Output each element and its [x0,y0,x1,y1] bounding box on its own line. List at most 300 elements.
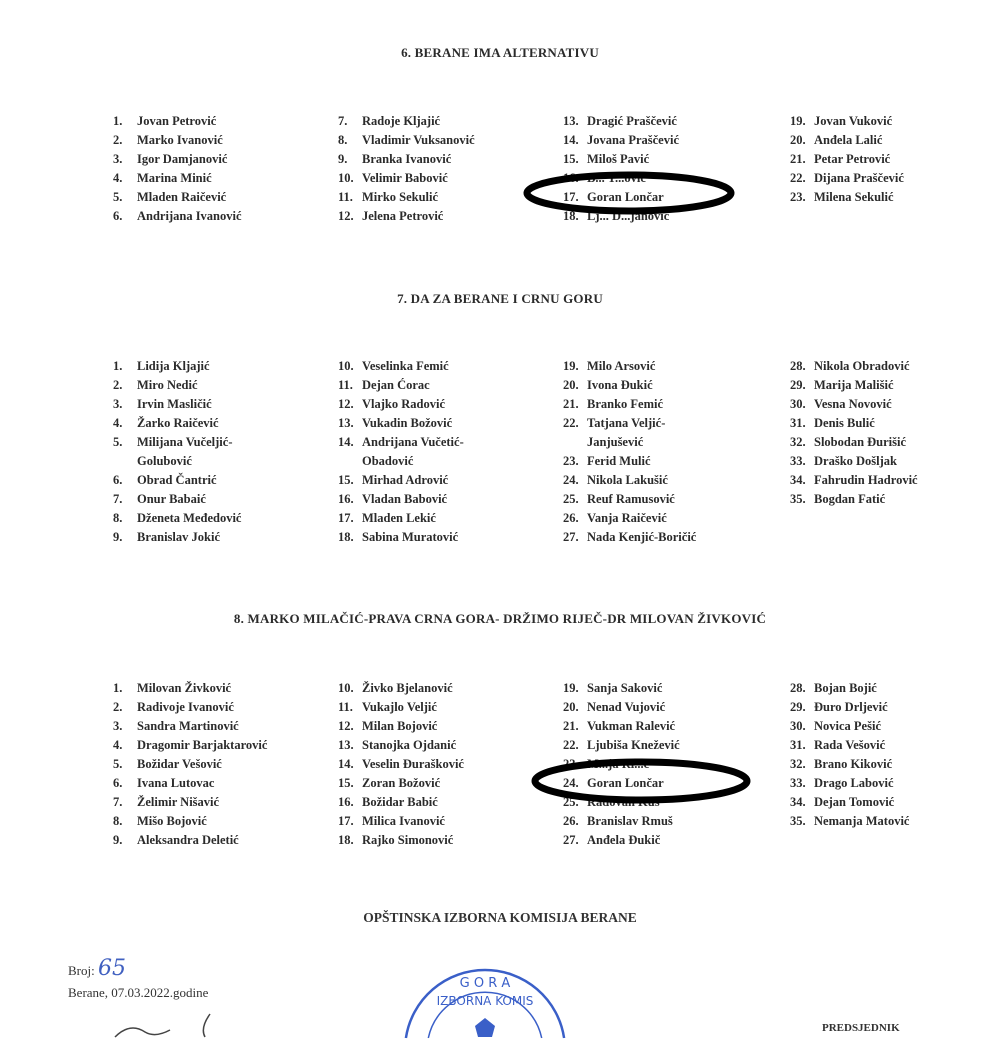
list-title: 6. BERANE IMA ALTERNATIVU [401,45,599,60]
candidate-name: Milo Arsović [587,359,656,373]
candidate-item [338,131,475,150]
candidate-name-continued: Janjušević [587,435,644,449]
candidate-item [113,376,241,395]
candidate-name: Vladimir Vuksanović [362,133,475,147]
candidate-number: 21. [563,397,579,411]
candidate-name: Irvin Masličić [137,397,212,411]
candidate-number: 25. [563,795,579,809]
svg-text:IZBORNA KOMIS: IZBORNA KOMIS [436,994,534,1008]
candidate-name: Mladen Raičević [137,190,227,204]
candidate-item [563,831,680,850]
candidate-number: 32. [790,435,806,449]
candidate-name: Žarko Raičević [137,416,219,430]
candidate-number: 24. [563,473,579,487]
candidate-item [338,528,464,547]
candidate-name: Ivona Đukić [587,378,653,392]
candidate-name: Goran Lončar [587,190,664,204]
candidate-name: Petar Petrović [814,152,891,166]
candidate-name: Branko Femić [587,397,664,411]
candidate-column [113,357,241,547]
candidate-name: Marija Mališić [814,378,894,392]
candidate-name: Andrijana Vučetić- [362,435,464,449]
candidate-number: 22. [563,416,579,430]
candidate-number: 35. [790,814,806,828]
candidate-item [113,679,267,698]
candidate-number: 6. [113,776,123,790]
candidate-number: 27. [563,833,579,847]
candidate-number: 16. [338,795,354,809]
candidate-number: 6. [113,209,123,223]
candidate-item [790,188,904,207]
candidate-name: Veselin Đurašković [362,757,464,771]
candidate-item [338,433,464,452]
candidate-name: Milan Bojović [362,719,438,733]
candidate-number: 29. [790,700,806,714]
candidate-name: Lj... D...janović [587,209,670,223]
candidate-item [113,528,241,547]
candidate-item [338,112,475,131]
candidate-number: 22. [563,738,579,752]
candidate-column [338,679,464,850]
candidate-number: 21. [563,719,579,733]
candidate-name: Radovan Kuš [587,795,660,809]
candidate-item [338,774,464,793]
candidate-number: 27. [563,530,579,544]
candidate-number: 2. [113,700,123,714]
candidate-item [563,471,696,490]
candidate-number: 18. [563,209,579,223]
candidate-name: Zoran Božović [362,776,441,790]
candidate-item [113,357,241,376]
candidate-item [338,509,464,528]
candidate-number: 9. [113,530,123,544]
candidate-name: Slobodan Đurišić [814,435,907,449]
candidate-item [113,490,241,509]
candidate-number: 18. [338,833,354,847]
candidate-name: Radoje Kljajić [362,114,441,128]
candidate-name: Jovan Vuković [814,114,893,128]
candidate-item [338,395,464,414]
candidate-item [338,793,464,812]
candidate-number: 30. [790,397,806,411]
candidate-number: 26. [563,511,579,525]
candidate-number: 15. [563,152,579,166]
commission-title: OPŠTINSKA IZBORNA KOMISIJA BERANE [363,910,637,925]
candidate-item [790,755,909,774]
candidate-item [338,207,475,226]
candidate-name: Anđela Đukič [587,833,661,847]
candidate-column [790,357,918,509]
candidate-name: Živko Bjelanović [362,681,453,695]
candidate-number: 20. [790,133,806,147]
candidate-column [790,679,909,831]
candidate-item [338,357,464,376]
candidate-item [790,357,918,376]
candidate-name: Anđela Lalić [814,133,883,147]
candidate-number: 17. [338,511,354,525]
candidate-number: 3. [113,397,123,411]
candidate-name: Vukajlo Veljić [362,700,437,714]
candidate-number: 28. [790,359,806,373]
candidate-name: Želimir Nišavić [137,795,220,809]
candidate-number: 14. [563,133,579,147]
candidate-item [563,452,696,471]
candidate-item [563,736,680,755]
candidate-name: Sabina Muratović [362,530,459,544]
candidate-number: 10. [338,359,354,373]
candidate-item [338,698,464,717]
candidate-number: 2. [113,378,123,392]
broj-handwritten-value: 65 [97,956,126,981]
candidate-item [790,150,904,169]
candidate-number: 16. [563,171,579,185]
candidate-number: 31. [790,738,806,752]
candidate-item [563,717,680,736]
candidate-name: Draško Došljak [814,454,897,468]
candidate-name: Mišo Bojović [137,814,207,828]
broj-label: Broj: [68,963,95,978]
candidate-name-continued: Golubović [137,454,192,468]
candidate-name: Milena Sekulić [814,190,894,204]
candidate-name: Jovan Petrović [137,114,217,128]
candidate-number: 22. [790,171,806,185]
candidate-column [563,357,696,547]
candidate-column [563,679,680,850]
candidate-item [563,395,696,414]
candidate-item [113,755,267,774]
candidate-name: Dejan Tomović [814,795,895,809]
candidate-item [563,357,696,376]
candidate-item [338,490,464,509]
candidate-number: 30. [790,719,806,733]
candidate-item [790,471,918,490]
candidate-name: Drago Labović [814,776,894,790]
candidate-number: 24. [563,776,579,790]
candidate-column [338,112,475,226]
candidate-name: Jovana Praščević [587,133,679,147]
candidate-number: 16. [338,492,354,506]
candidate-item [790,395,918,414]
candidate-item [338,188,475,207]
candidate-item [790,131,904,150]
candidate-name: Dejan Ćorac [362,378,430,392]
candidate-name: Tatjana Veljić- [587,416,666,430]
candidate-name: Veselinka Femić [362,359,449,373]
candidate-item [338,471,464,490]
candidate-number: 5. [113,435,123,449]
candidate-name: Miloš Pavić [587,152,650,166]
candidate-name: Nemanja Matović [814,814,910,828]
candidate-name: Vlajko Radović [362,397,445,411]
candidate-number: 4. [113,738,123,752]
candidate-item [113,414,241,433]
candidate-number: 11. [338,700,353,714]
candidate-name: Vladan Babović [362,492,448,506]
candidate-number: 1. [113,359,123,373]
candidate-name: B... T...ović [587,171,646,185]
candidate-item [113,433,241,452]
candidate-number: 32. [790,757,806,771]
candidate-name: Onur Babaić [137,492,206,506]
candidate-column [790,112,904,207]
candidate-name: Igor Damjanović [137,152,228,166]
candidate-name: Nenad Vujović [587,700,666,714]
candidate-number: 10. [338,681,354,695]
candidate-item [338,717,464,736]
candidate-number: 1. [113,114,123,128]
candidate-name: Dijana Praščević [814,171,904,185]
candidate-name: Milijana Vučeljić- [137,435,233,449]
candidate-number: 34. [790,473,806,487]
candidate-name: Ivana Lutovac [137,776,215,790]
candidate-item [113,736,267,755]
candidate-number: 20. [563,378,579,392]
candidate-item [113,509,241,528]
candidate-number: 4. [113,171,123,185]
candidate-number: 35. [790,492,806,506]
svg-text:G O R A: G O R A [459,976,511,991]
candidate-number: 7. [338,114,348,128]
candidate-item [338,755,464,774]
candidate-name: Nikola Obradović [814,359,910,373]
candidate-item [790,376,918,395]
candidate-number: 14. [338,757,354,771]
place-date: Berane, 07.03.2022.godine [68,985,209,1000]
candidate-item [563,698,680,717]
candidate-column [113,112,242,226]
candidate-name: Ferid Mulić [587,454,651,468]
candidate-item [113,207,242,226]
candidate-number: 4. [113,416,123,430]
candidate-number: 2. [113,133,123,147]
candidate-number: 11. [338,378,353,392]
candidate-name: Božidar Babić [362,795,438,809]
candidate-name: Vanja Raičević [587,511,667,525]
candidate-item [563,169,679,188]
candidate-number: 5. [113,190,123,204]
candidate-item [790,736,909,755]
candidate-item [790,679,909,698]
president-label: PREDSJEDNIK [822,1022,900,1034]
candidate-item [563,112,679,131]
candidate-name: M...ja Ri...ć [587,757,650,771]
candidate-number: 31. [790,416,806,430]
candidate-name: Stanojka Ojdanić [362,738,457,752]
candidate-number: 23. [563,454,579,468]
candidate-item [790,414,918,433]
candidate-item [563,528,696,547]
candidate-name: Goran Lončar [587,776,664,790]
candidate-name: Vukadin Božović [362,416,453,430]
candidate-number: 10. [338,171,354,185]
candidate-number: 18. [338,530,354,544]
candidate-item [790,793,909,812]
candidate-item [790,717,909,736]
candidate-item [113,395,241,414]
candidate-name: Marko Ivanović [137,133,223,147]
candidate-number: 5. [113,757,123,771]
candidate-number: 14. [338,435,354,449]
candidate-number: 17. [563,190,579,204]
candidate-item [790,452,918,471]
candidate-number: 13. [338,416,354,430]
candidate-number: 15. [338,473,354,487]
candidate-name: Branislav Rmuš [587,814,673,828]
candidate-column [338,357,464,547]
candidate-name: Milica Ivanović [362,814,445,828]
candidate-item [790,433,918,452]
candidate-name: Milovan Živković [137,681,232,695]
candidate-number: 11. [338,190,353,204]
candidate-name: Velimir Babović [362,171,448,185]
candidate-name: Lidija Kljajić [137,359,210,373]
candidate-number: 28. [790,681,806,695]
candidate-item [113,698,267,717]
candidate-number: 34. [790,795,806,809]
candidate-item [338,812,464,831]
candidate-number: 12. [338,397,354,411]
candidate-number: 26. [563,814,579,828]
candidate-name: Vesna Novović [814,397,892,411]
candidate-item [113,150,242,169]
candidate-number: 12. [338,719,354,733]
candidate-name: Mirko Sekulić [362,190,439,204]
candidate-name: Đuro Drljević [814,700,888,714]
candidate-number: 19. [790,114,806,128]
candidate-item [790,812,909,831]
candidate-name: Nada Kenjić-Boričić [587,530,697,544]
candidate-item [113,831,267,850]
list-title: 8. MARKO MILAČIĆ-PRAVA CRNA GORA- DRŽIMO RIJEČ-DR MILOVAN ŽIVKOVIĆ [233,611,767,626]
candidate-number: 3. [113,152,123,166]
candidate-name: Mladen Lekić [362,511,436,525]
candidate-item [563,679,680,698]
candidate-name: Jelena Petrović [362,209,444,223]
candidate-name: Denis Bulić [814,416,875,430]
candidate-item [338,376,464,395]
candidate-item [790,169,904,188]
candidate-item [563,812,680,831]
candidate-item [790,774,909,793]
list-title: 7. DA ZA BERANE I CRNU GORU [397,291,603,306]
candidate-number: 8. [113,511,123,525]
candidate-item [563,414,696,433]
candidate-item [790,698,909,717]
candidate-number: 8. [113,814,123,828]
candidate-number: 25. [563,492,579,506]
candidate-name: Dženeta Međedović [137,511,242,525]
candidate-item [113,471,241,490]
candidate-number: 33. [790,776,806,790]
candidate-number: 19. [563,359,579,373]
candidate-item [113,112,242,131]
candidate-number: 13. [338,738,354,752]
candidate-number: 17. [338,814,354,828]
candidate-number: 7. [113,492,123,506]
candidate-name: Rada Vešović [814,738,886,752]
candidate-name: Sanja Saković [587,681,663,695]
candidate-number: 15. [338,776,354,790]
candidate-item [790,112,904,131]
candidate-name: Bogdan Fatić [814,492,886,506]
candidate-number: 20. [563,700,579,714]
candidate-name: Aleksandra Deletić [137,833,239,847]
candidate-item [563,509,696,528]
candidate-name: Obrad Čantrić [137,473,217,487]
candidate-column [563,112,679,226]
candidate-name: Novica Pešić [814,719,881,733]
candidate-name: Branislav Jokić [137,530,220,544]
candidate-item [563,774,680,793]
candidate-name: Marina Minić [137,171,212,185]
candidate-name: Branka Ivanović [362,152,452,166]
candidate-name: Sandra Martinović [137,719,239,733]
candidate-item [563,150,679,169]
candidate-item [338,736,464,755]
candidate-item [338,831,464,850]
candidate-name: Dragomir Barjaktarović [137,738,268,752]
candidate-name: Radivoje Ivanović [137,700,234,714]
candidate-item [563,793,680,812]
candidate-item [113,812,267,831]
candidate-name: Brano Kiković [814,757,893,771]
candidate-item [563,755,680,774]
candidate-item [338,679,464,698]
candidate-number: 12. [338,209,354,223]
candidate-name: Ljubiša Knežević [587,738,680,752]
candidate-number: 3. [113,719,123,733]
candidate-item [338,150,475,169]
candidate-item [113,188,242,207]
candidate-name: Vukman Ralević [587,719,676,733]
candidate-number: 33. [790,454,806,468]
candidate-number: 6. [113,473,123,487]
candidate-item [563,490,696,509]
candidate-name: Nikola Lakušić [587,473,668,487]
document-number [68,958,126,980]
candidate-number: 19. [563,681,579,695]
candidate-name: Miro Nedić [137,378,198,392]
candidate-name-continued: Obadović [362,454,414,468]
candidate-number: 23. [563,757,579,771]
official-stamp [400,960,570,1039]
candidate-number: 8. [338,133,348,147]
candidate-number: 9. [113,833,123,847]
candidate-item [338,414,464,433]
candidate-name: Rajko Simonović [362,833,454,847]
candidate-number: 9. [338,152,348,166]
candidate-item [563,376,696,395]
candidate-item [113,169,242,188]
candidate-item [563,207,679,226]
candidate-name: Reuf Ramusović [587,492,675,506]
candidate-item [563,131,679,150]
candidate-name: Mirhad Adrović [362,473,449,487]
candidate-number: 29. [790,378,806,392]
candidate-item [338,169,475,188]
candidate-item [563,188,679,207]
candidate-number: 7. [113,795,123,809]
candidate-name: Bojan Bojić [814,681,877,695]
candidate-item [113,774,267,793]
candidate-item [113,717,267,736]
candidate-name: Andrijana Ivanović [137,209,242,223]
candidate-item [113,131,242,150]
candidate-number: 1. [113,681,123,695]
candidate-number: 13. [563,114,579,128]
candidate-item [113,793,267,812]
candidate-name: Fahrudin Hadrović [814,473,918,487]
